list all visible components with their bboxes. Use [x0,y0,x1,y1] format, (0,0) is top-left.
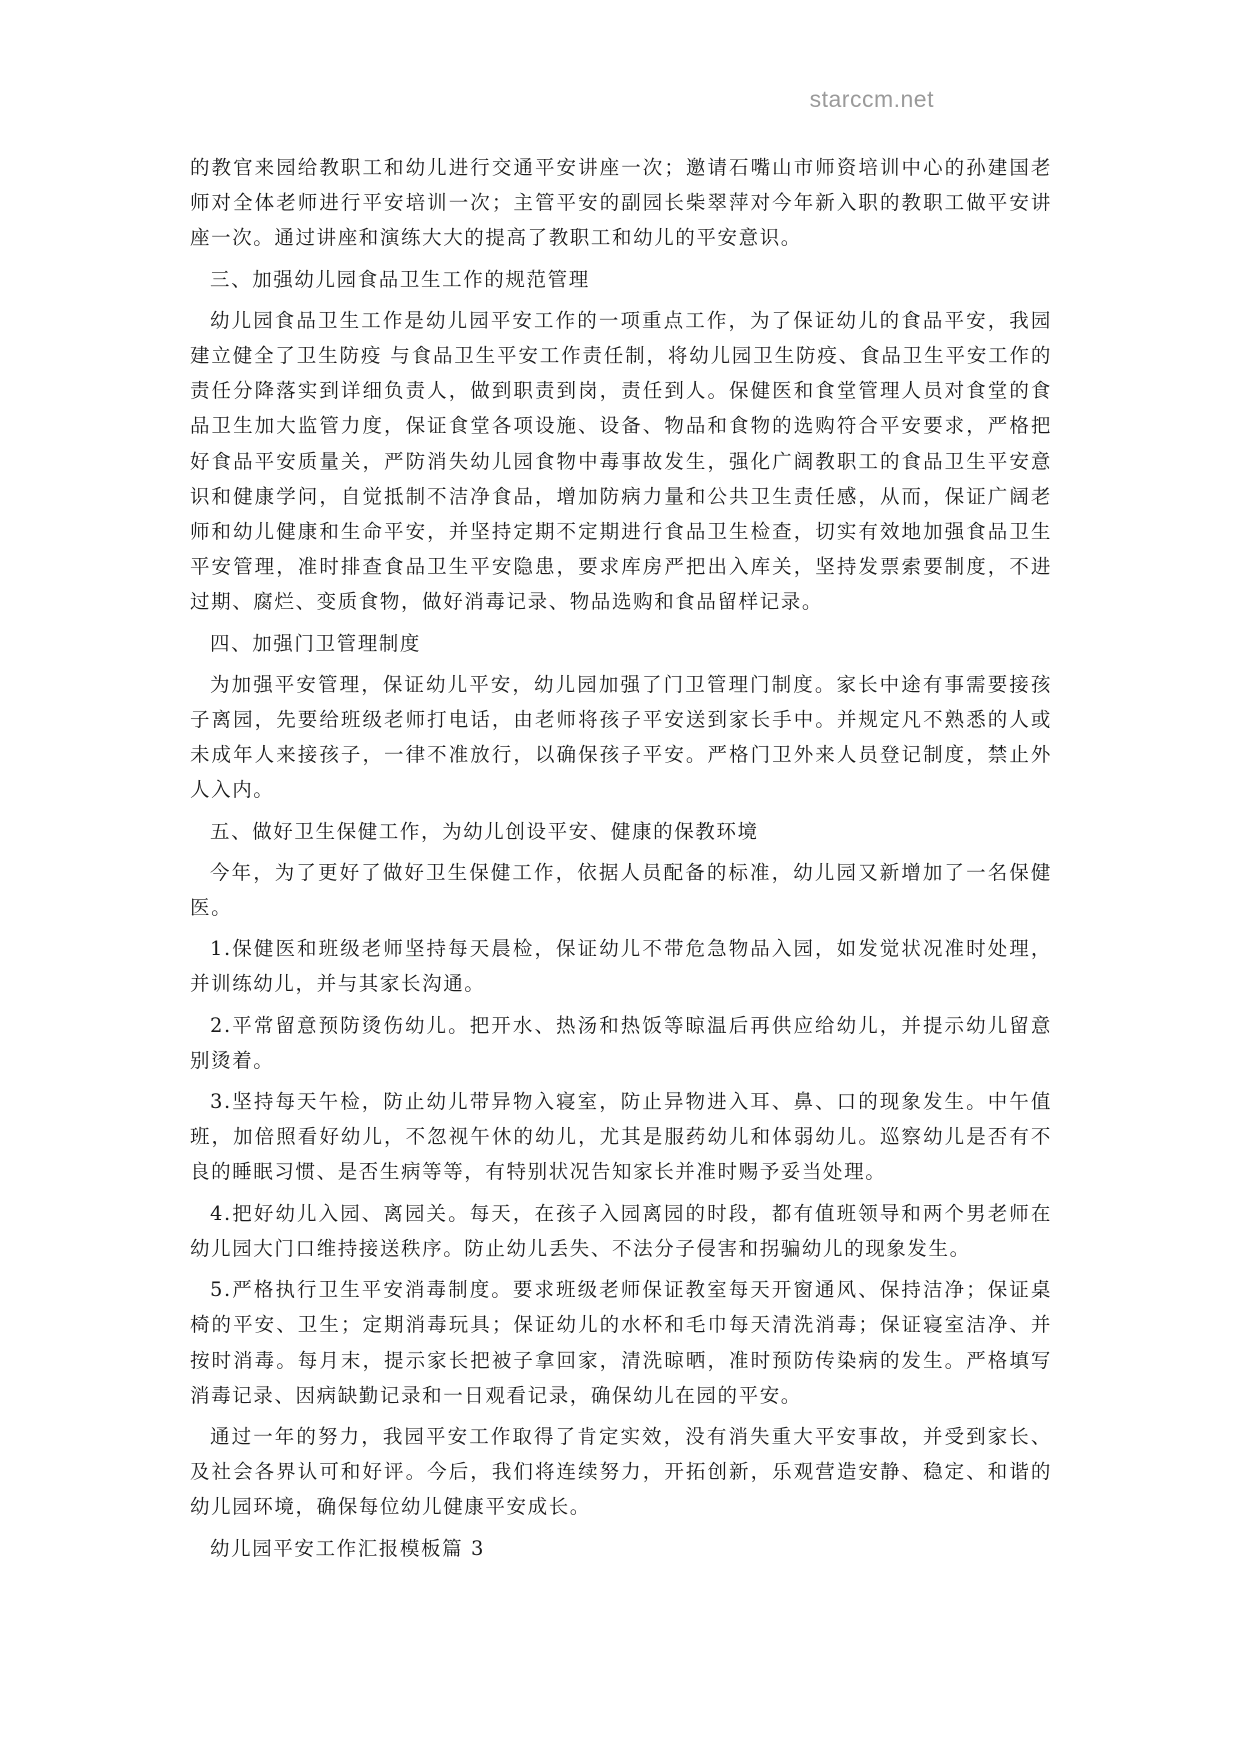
paragraph-health-intro: 今年，为了更好了做好卫生保健工作，依据人员配备的标准，幼儿园又新增加了一名保健医。 [190,860,1052,920]
list-item-3: 3.坚持每天午检，防止幼儿带异物入寝室，防止异物进入耳、鼻、口的现象发生。中午值班，加倍照看好幼儿，不忽视午休的幼儿，尤其是服药幼儿和体弱幼儿。巡察幼儿是否有不良的睡眠习惯、是否生病等等，有特别状况告知家长并准时赐予妥当处理。 [190,1090,1052,1184]
section-heading-5: 五、做好卫生保健工作，为幼儿创设平安、健康的保教环境 [210,819,759,843]
list-item-1: 1.保健医和班级老师坚持每天晨检，保证幼儿不带危急物品入园，如发觉状况准时处理，并训练幼儿，并与其家长沟通。 [190,937,1052,996]
paragraph-gate-management: 为加强平安管理，保证幼儿平安，幼儿园加强了门卫管理门制度。家长中途有事需要接孩子离园，先要给班级老师打电话，由老师将孩子平安送到家长手中。并规定凡不熟悉的人或未成年人来接孩子，一律不准放行，以确保孩子平安。严格门卫外来人员登记制度，禁止外人入内。 [190,672,1052,802]
paragraph-conclusion: 通过一年的努力，我园平安工作取得了肯定实效，没有消失重大平安事故，并受到家长、及社会各界认可和好评。今后，我们将连续努力，开拓创新，乐观营造安静、稳定、和谐的幼儿园环境，确保每位幼儿健康平安成长。 [190,1424,1052,1519]
watermark: starccm.net [809,86,934,112]
list-item-4: 4.把好幼儿入园、离园关。每天，在孩子入园离园的时段，都有值班领导和两个男老师在幼儿园大门口维持接送秩序。防止幼儿丢失、不法分子侵害和拐骗幼儿的现象发生。 [190,1201,1052,1260]
next-article-title: 幼儿园平安工作汇报模板篇 3 [210,1536,486,1560]
document-body [190,150,1052,1572]
section-heading-4: 四、加强门卫管理制度 [210,631,422,655]
paragraph-intro: 的教官来园给教职工和幼儿进行交通平安讲座一次；邀请石嘴山市师资培训中心的孙建国老师对全体老师进行平安培训一次；主管平安的副园长柴翠萍对今年新入职的教职工做平安讲座一次。通过讲座和演练大大的提高了教职工和幼儿的平安意识。 [190,156,1052,250]
list-item-2: 2.平常留意预防烫伤幼儿。把开水、热汤和热饭等晾温后再供应给幼儿，并提示幼儿留意别烫着。 [190,1013,1052,1072]
paragraph-food-hygiene: 幼儿园食品卫生工作是幼儿园平安工作的一项重点工作，为了保证幼儿的食品平安，我园建立健全了卫生防疫 与食品卫生平安工作责任制，将幼儿园卫生防疫、食品卫生平安工作的责任分降落实到详细负责人，做到职责到岗，责任到人。保健医和食堂管理人员对食堂的食品卫生加大监管力度，保证食堂各项设施、设备、物品和食物的选购符合平安要求，严格把好食品平安质量关，严防消失幼儿园食物中毒事故发生，强化广阔教职工的食品卫生平安意识和健康学问，自觉抵制不洁净食品，增加防病力量和公共卫生责任感，从而，保证广阔老师和幼儿健康和生命平安，并坚持定期不定期进行食品卫生检查，切实有效地加强食品卫生平安管理，准时排查食品卫生平安隐患，要求库房严把出入库关，坚持发票索要制度，不进过期、腐烂、变质食物，做好消毒记录、物品选购和食品留样记录。 [190,308,1052,614]
list-item-5: 5.严格执行卫生平安消毒制度。要求班级老师保证教室每天开窗通风、保持洁净；保证桌椅的平安、卫生；定期消毒玩具；保证幼儿的水杯和毛巾每天清洗消毒；保证寝室洁净、并按时消毒。每月末，提示家长把被子拿回家，清洗晾晒，准时预防传染病的发生。严格填写消毒记录、因病缺勤记录和一日观看记录，确保幼儿在园的平安。 [190,1278,1052,1407]
section-heading-3: 三、加强幼儿园食品卫生工作的规范管理 [210,267,590,291]
